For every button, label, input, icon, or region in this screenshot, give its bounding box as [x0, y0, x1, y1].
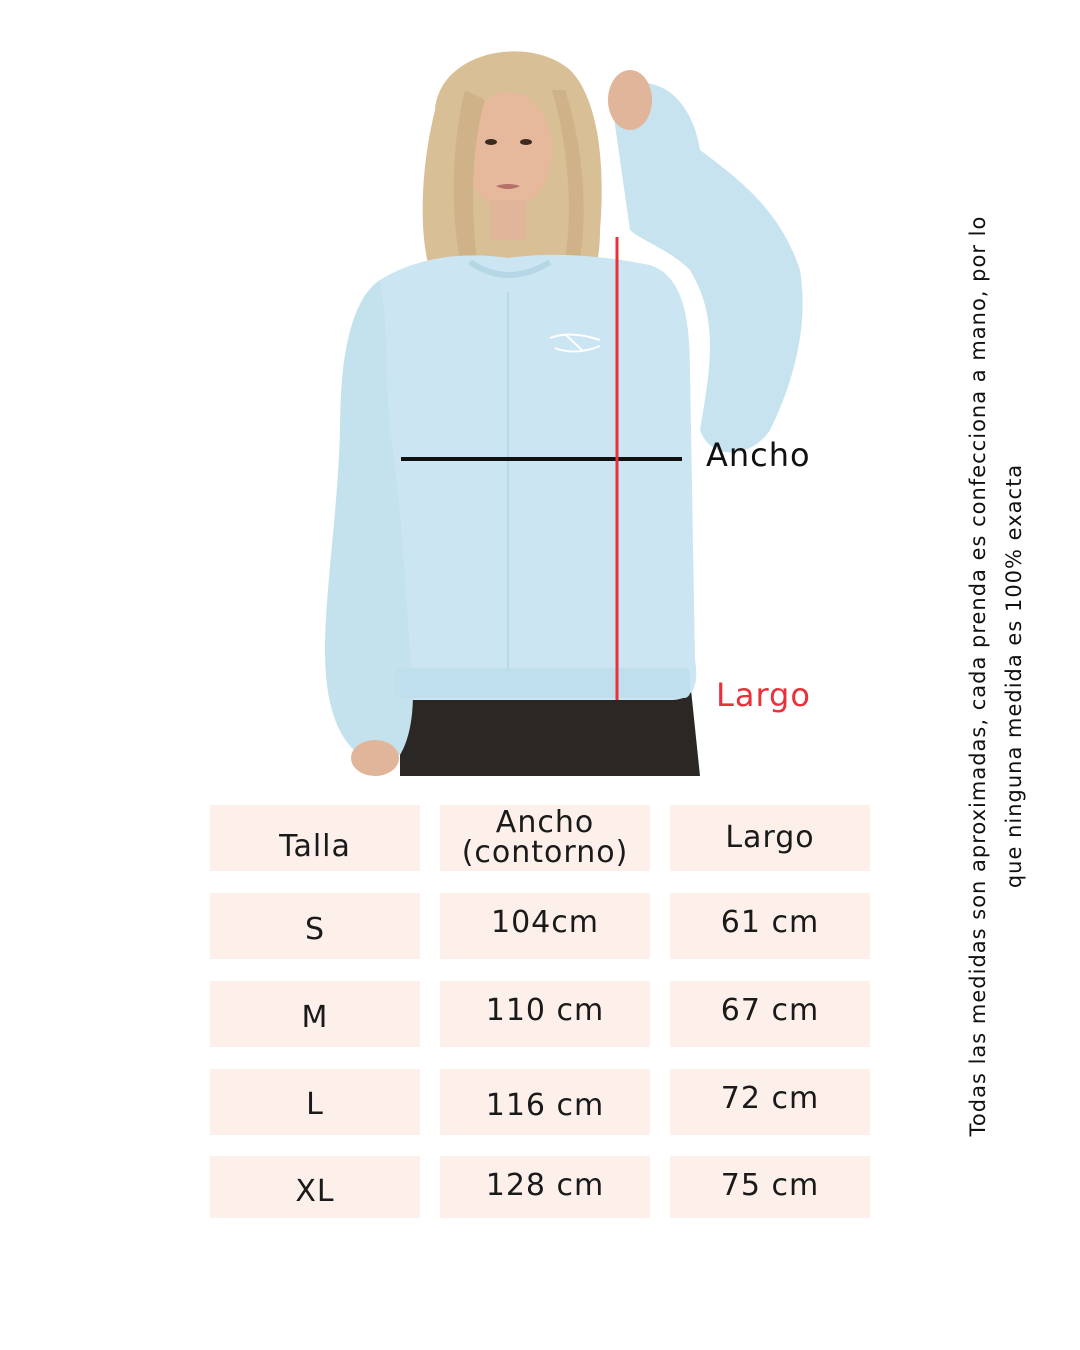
disclaimer-line-2: que ninguna medida es 100% exacta: [1002, 463, 1026, 889]
largo-s: 61 cm: [720, 905, 820, 940]
header-ancho-line1: Ancho: [495, 805, 595, 840]
ancho-l: 116 cm: [485, 1088, 605, 1123]
talla-m: M: [301, 1000, 329, 1035]
talla-s: S: [304, 912, 326, 947]
largo-l: 72 cm: [720, 1081, 820, 1116]
largo-xl: 75 cm: [720, 1168, 820, 1203]
table-row-largo: [670, 1156, 870, 1218]
ancho-m: 110 cm: [485, 993, 605, 1028]
table-row-ancho: [440, 1156, 650, 1218]
talla-xl: XL: [295, 1174, 335, 1209]
table-row-talla: [210, 981, 420, 1047]
header-largo-text: Largo: [725, 820, 815, 855]
ancho-s: 104cm: [491, 905, 599, 940]
raised-hand: [608, 70, 652, 130]
disclaimer-line-1: Todas las medidas son aproximadas, cada prenda es confecciona a mano, por lo: [966, 215, 990, 1137]
table-row-talla: [210, 1069, 420, 1135]
ancho-measure-label: Ancho: [706, 436, 811, 474]
left-eye: [485, 139, 497, 145]
sweatshirt-body: [376, 255, 696, 700]
largo-m: 67 cm: [720, 993, 820, 1028]
table-row-talla: [210, 893, 420, 959]
product-photo: [270, 30, 815, 776]
header-ancho-line2: (contorno): [461, 835, 629, 870]
header-largo: [670, 805, 870, 871]
hem-band: [395, 668, 690, 698]
header-talla: [210, 805, 420, 871]
table-row-ancho: [440, 893, 650, 959]
model-illustration: [270, 30, 815, 776]
ancho-xl: 128 cm: [485, 1168, 605, 1203]
measurement-disclaimer-text: [960, 146, 1032, 1206]
table-row-ancho: [440, 1069, 650, 1135]
left-hand: [351, 740, 399, 776]
header-talla-text: Talla: [279, 829, 351, 864]
table-row-largo: [670, 1069, 870, 1135]
table-row-talla: [210, 1156, 420, 1218]
largo-measure-label: Largo: [716, 676, 811, 714]
table-row-largo: [670, 981, 870, 1047]
neck-shape: [490, 200, 526, 240]
right-eye: [520, 139, 532, 145]
table-row-largo: [670, 893, 870, 959]
header-ancho: [440, 805, 650, 871]
table-row-ancho: [440, 981, 650, 1047]
talla-l: L: [306, 1087, 324, 1122]
